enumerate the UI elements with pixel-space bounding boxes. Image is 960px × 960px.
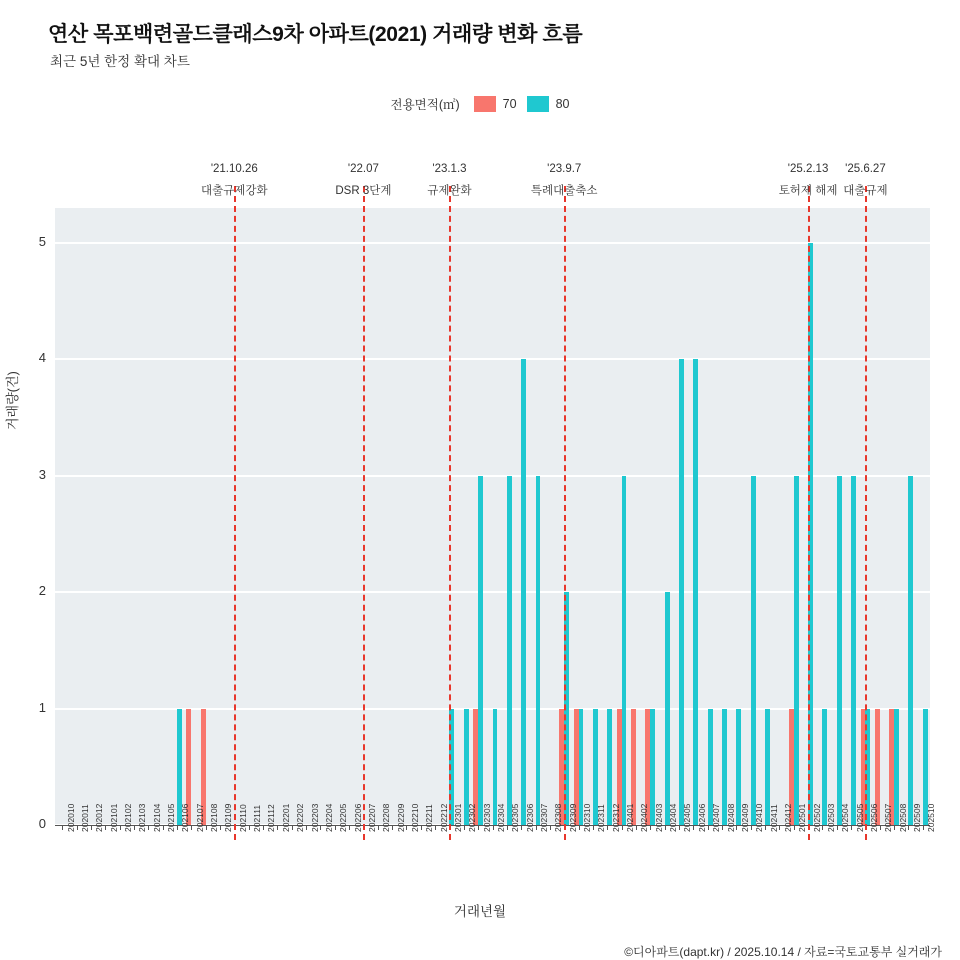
x-tick-label: 202110 [237,804,248,832]
event-line [865,186,867,840]
x-tick [306,825,307,830]
bar[interactable] [837,476,842,825]
x-tick [650,825,651,830]
event-text-label: 특례대출축소 [530,185,598,197]
x-tick [507,825,508,830]
x-tick-label: 202105 [166,803,177,832]
x-tick [406,825,407,830]
y-tick-label: 4 [38,350,46,366]
x-tick-label: 202509 [911,803,922,832]
x-tick-label: 202210 [409,803,420,832]
x-tick-label: 202506 [868,803,879,832]
page-title: 연산 목포백련골드클래스9차 아파트(2021) 거래량 변화 흐름 [48,23,583,46]
bar[interactable] [851,476,856,825]
x-tick [349,825,350,830]
x-tick [378,825,379,830]
event-line [363,186,365,840]
x-tick-label: 202204 [323,803,334,832]
bar[interactable] [507,476,512,825]
x-tick-label: 202103 [137,803,148,832]
chart-legend [0,95,960,113]
x-tick-label: 202209 [395,803,406,832]
bar[interactable] [908,476,913,825]
x-tick [320,825,321,830]
event-text-label: DSR 3단계 [335,185,392,197]
x-tick [536,825,537,830]
bar[interactable] [794,476,799,825]
bar[interactable] [693,359,698,825]
x-tick [105,825,106,830]
x-tick [894,825,895,830]
x-tick [435,825,436,830]
x-tick [134,825,135,830]
x-tick-label: 202404 [668,803,679,832]
x-tick-label: 202201 [280,803,291,832]
x-tick [693,825,694,830]
x-tick-label: 202403 [653,803,664,832]
x-tick [607,825,608,830]
event-date-label: '21.10.26 [210,163,258,175]
x-tick-label: 202503 [825,803,836,832]
x-tick-label: 202102 [123,803,134,832]
event-text-label: 대출규제 [843,185,888,197]
x-tick-label: 202305 [510,803,521,832]
x-tick [191,825,192,830]
legend-swatch-80 [527,96,549,112]
bar[interactable] [665,592,670,825]
x-tick-label: 202505 [854,803,865,832]
x-tick [736,825,737,830]
legend-swatch-70 [474,96,496,112]
x-tick [722,825,723,830]
x-tick-label: 202304 [496,803,506,832]
x-tick-label: 202402 [639,803,650,832]
x-tick-label: 202106 [180,803,191,832]
x-tick [550,825,551,830]
x-tick-label: 202409 [739,803,750,832]
x-tick [593,825,594,830]
x-tick [120,825,121,830]
x-tick [908,825,909,830]
x-tick [579,825,580,830]
y-axis-label: 거래량(건) [5,371,20,430]
y-tick-label: 3 [38,466,46,482]
x-tick [91,825,92,830]
x-tick-label: 202308 [553,803,564,832]
x-tick-label: 202109 [223,803,234,832]
event-text-label: 대출규제강화 [200,185,268,197]
x-tick-label: 202101 [108,803,119,832]
x-tick-label: 202407 [711,803,722,832]
x-tick-label: 202010 [65,803,76,832]
x-tick-label: 202303 [481,803,492,832]
event-date-label: '22.07 [347,163,379,175]
x-tick [880,825,881,830]
legend-item-80[interactable] [527,96,570,112]
x-tick [665,825,666,830]
x-tick [622,825,623,830]
x-tick [822,825,823,830]
x-tick-label: 202207 [366,803,377,832]
legend-label-70: 70 [502,97,517,111]
x-tick-label: 202408 [725,803,736,832]
x-tick [751,825,752,830]
chart-subtitle: 최근 5년 한정 확대 차트 [50,54,190,69]
y-tick-label: 2 [38,583,46,599]
bar[interactable] [679,359,684,825]
x-tick [292,825,293,830]
x-tick-label: 202206 [352,803,363,832]
x-tick-label: 202309 [567,803,578,832]
bars-layer [55,208,930,825]
x-tick [493,825,494,830]
x-tick [521,825,522,830]
y-tick-label: 0 [38,816,46,831]
x-tick [779,825,780,830]
y-tick-label: 1 [38,699,46,715]
x-tick [636,825,637,830]
x-tick-label: 202212 [438,803,449,832]
x-tick-label: 202401 [625,803,636,832]
x-tick-label: 202508 [897,803,908,832]
event-line [564,186,566,840]
chart-footer: ©디아파트(dapt.kr) / 2025.10.14 / 자료=국토교통부 실거래가 [624,945,942,959]
x-tick [765,825,766,830]
x-tick [794,825,795,830]
event-line [234,186,236,840]
x-tick [837,825,838,830]
legend-title: 전용면적(㎡) [390,98,460,112]
x-tick [249,825,250,830]
y-tick-label: 5 [38,233,46,249]
x-tick-label: 202306 [524,803,535,832]
x-tick-label: 202302 [467,803,478,832]
event-text-label: 토허제 해제 [778,185,838,197]
x-tick-label: 202406 [696,803,707,832]
x-tick-label: 202202 [295,803,306,832]
x-tick-label: 202301 [452,803,463,832]
x-tick-label: 202411 [768,804,779,832]
x-tick [163,825,164,830]
x-tick [148,825,149,830]
x-tick-label: 202112 [266,804,277,832]
x-tick [851,825,852,830]
x-axis-label: 거래년월 [453,904,507,919]
bar[interactable] [478,476,483,825]
x-tick-label: 202111 [252,804,263,832]
legend-item-70[interactable] [474,96,517,112]
x-tick-label: 202501 [797,803,808,832]
x-tick [923,825,924,830]
x-tick [177,825,178,830]
x-tick-label: 202412 [782,803,793,832]
x-tick-label: 202310 [582,803,593,832]
x-tick-label: 202012 [94,803,105,832]
event-date-label: '25.2.13 [787,163,829,175]
x-tick [77,825,78,830]
event-line [449,186,451,840]
x-tick-label: 202307 [539,803,550,832]
x-tick-label: 202104 [151,803,162,832]
x-tick [708,825,709,830]
x-tick [277,825,278,830]
x-tick-label: 202410 [754,803,765,832]
x-tick [62,825,63,830]
bar[interactable] [622,476,627,825]
event-text-label: 규제완화 [427,185,472,197]
x-tick-label: 202504 [840,803,851,832]
event-date-label: '25.6.27 [845,163,886,175]
x-tick-label: 202405 [682,803,693,832]
event-line [808,186,810,840]
x-tick-label: 202507 [883,803,894,832]
x-tick-label: 202208 [381,803,392,832]
x-tick [335,825,336,830]
x-tick-label: 202510 [926,803,937,832]
x-tick [464,825,465,830]
x-tick-label: 202502 [811,803,822,832]
x-tick [421,825,422,830]
event-date-label: '23.1.3 [432,163,467,175]
x-tick-label: 202311 [596,804,607,832]
bar[interactable] [536,476,541,825]
x-tick [263,825,264,830]
x-tick-label: 202107 [194,803,205,832]
x-tick-label: 202205 [338,803,349,832]
event-date-label: '23.9.7 [547,163,582,175]
x-tick-label: 202108 [209,803,220,832]
x-tick [392,825,393,830]
legend-label-80: 80 [555,97,570,111]
x-tick-label: 202203 [309,803,320,832]
x-tick [679,825,680,830]
bar[interactable] [751,476,756,825]
bar[interactable] [521,359,526,825]
x-tick-label: 202011 [80,804,91,832]
x-tick [220,825,221,830]
x-tick-label: 202211 [424,804,435,832]
x-tick [206,825,207,830]
x-tick-label: 202312 [610,803,621,832]
x-tick [478,825,479,830]
